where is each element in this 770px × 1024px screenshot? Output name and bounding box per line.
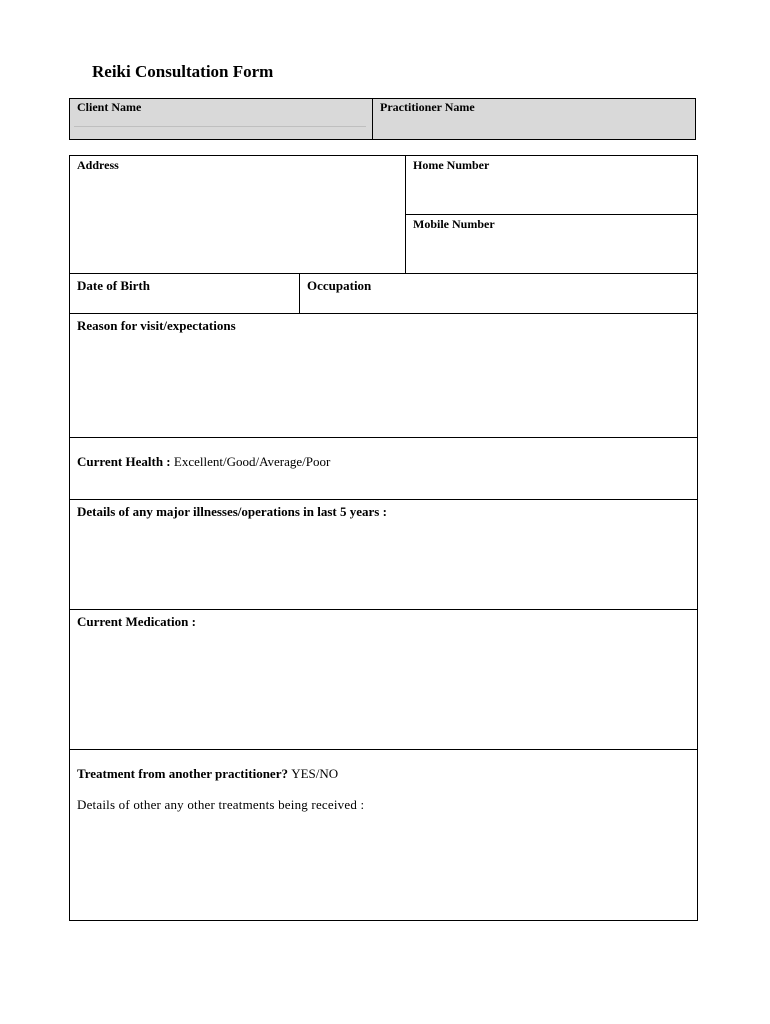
home-number-field[interactable]: [405, 155, 698, 215]
current-health-field[interactable]: [69, 437, 698, 500]
page-title: Reiki Consultation Form: [92, 62, 274, 81]
occupation-field[interactable]: [299, 273, 698, 314]
client-name-underline: [74, 126, 366, 127]
practitioner-name-label: Practitioner Name: [380, 100, 475, 114]
dob-field[interactable]: [69, 273, 300, 314]
occupation-label: Occupation: [307, 278, 372, 293]
treatment-field[interactable]: [69, 749, 698, 921]
address-label: Address: [77, 158, 119, 172]
mobile-number-field[interactable]: [405, 214, 698, 274]
practitioner-name-field[interactable]: [373, 99, 695, 139]
address-field[interactable]: [69, 155, 406, 274]
header-table: [69, 98, 696, 140]
dob-label: Date of Birth: [77, 278, 150, 293]
treatment-title: Treatment from another practitioner?: [77, 766, 288, 781]
consultation-form: [69, 155, 698, 921]
client-name-field[interactable]: [70, 99, 373, 139]
illnesses-label: Details of any major illnesses/operations in last 5 years :: [77, 504, 387, 519]
home-number-label: Home Number: [413, 158, 490, 172]
current-health-title: Current Health :: [77, 454, 171, 469]
client-name-label: Client Name: [77, 100, 142, 114]
medication-label: Current Medication :: [77, 614, 196, 629]
mobile-number-label: Mobile Number: [413, 217, 495, 231]
illnesses-field[interactable]: [69, 499, 698, 610]
current-health-label: [77, 454, 330, 470]
treatment-label: [77, 766, 338, 782]
other-treatments-label: Details of other any other treatments being received :: [77, 797, 365, 812]
reason-label: Reason for visit/expectations: [77, 318, 236, 333]
treatment-options: YES/NO: [291, 766, 339, 781]
medication-field[interactable]: [69, 609, 698, 750]
reason-field[interactable]: [69, 313, 698, 438]
current-health-options: Excellent/Good/Average/Poor: [173, 454, 331, 469]
